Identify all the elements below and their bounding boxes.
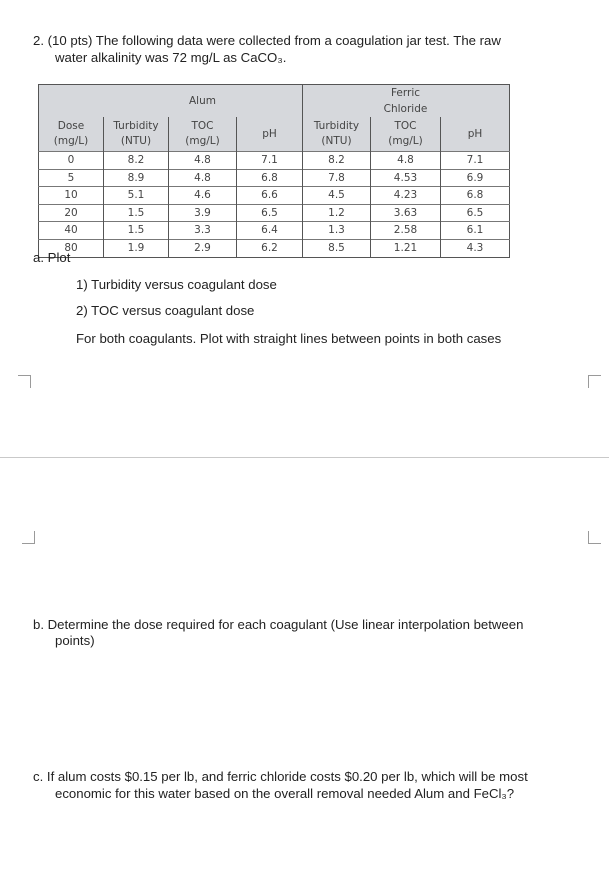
crop-mark-top-right — [588, 375, 601, 388]
cell-dose: 0 — [39, 152, 104, 170]
cell-alum-ph: 6.6 — [237, 187, 303, 205]
header-line1: TOC — [191, 120, 214, 132]
crop-mark-bottom-left — [22, 531, 35, 544]
blank-cell — [441, 85, 510, 118]
question-header-cont: water alkalinity was 72 mg/L as CaCO₃. — [55, 50, 287, 65]
cell-alum-ph: 6.4 — [237, 222, 303, 240]
crop-mark-top-left — [18, 375, 31, 388]
group-alum-label: Alum — [169, 85, 237, 118]
jar-test-table — [38, 84, 510, 258]
blank-cell — [237, 85, 303, 118]
cell-fc-toc: 2.58 — [371, 222, 441, 240]
group-ferric-label: Ferric Chloride — [371, 85, 441, 118]
cell-alum-turbidity: 5.1 — [104, 187, 169, 205]
cell-fc-turbidity: 8.5 — [303, 239, 371, 257]
cell-fc-toc: 1.21 — [371, 239, 441, 257]
header-alum-toc — [169, 117, 237, 152]
cell-alum-toc: 2.9 — [169, 239, 237, 257]
cell-alum-turbidity: 1.5 — [104, 204, 169, 222]
cell-dose: 80 — [39, 239, 104, 257]
question-header: 2. (10 pts) The following data were collected from a coagulation jar test. The raw — [33, 33, 501, 48]
cell-fc-turbidity: 1.2 — [303, 204, 371, 222]
cell-fc-ph: 6.8 — [441, 187, 510, 205]
cell-alum-ph: 6.8 — [237, 169, 303, 187]
header-dose-line2: (mg/L) — [53, 135, 89, 147]
cell-fc-toc: 4.23 — [371, 187, 441, 205]
part-a-item-1: 1) Turbidity versus coagulant dose — [76, 277, 277, 292]
table-row — [39, 222, 510, 240]
cell-fc-toc: 4.53 — [371, 169, 441, 187]
cell-dose: 40 — [39, 222, 104, 240]
table-row — [39, 169, 510, 187]
cell-fc-toc: 4.8 — [371, 152, 441, 170]
blank-cell — [303, 85, 371, 118]
cell-alum-toc: 3.9 — [169, 204, 237, 222]
cell-alum-turbidity: 8.9 — [104, 169, 169, 187]
header-fc-toc — [371, 117, 441, 152]
cell-fc-turbidity: 8.2 — [303, 152, 371, 170]
cell-alum-turbidity: 1.9 — [104, 239, 169, 257]
header-fc-ph: pH — [441, 117, 510, 152]
part-b-question-cont: points) — [55, 633, 95, 648]
cell-alum-ph: 7.1 — [237, 152, 303, 170]
cell-alum-toc: 4.6 — [169, 187, 237, 205]
cell-fc-toc: 3.63 — [371, 204, 441, 222]
table-row — [39, 187, 510, 205]
part-c-question-cont: economic for this water based on the overall removal needed Alum and FeCl₃? — [55, 786, 515, 801]
page-divider — [0, 457, 609, 458]
cell-alum-ph: 6.2 — [237, 239, 303, 257]
cell-fc-ph: 6.9 — [441, 169, 510, 187]
table-row — [39, 152, 510, 170]
part-a-note: For both coagulants. Plot with straight lines between points in both cases — [76, 331, 502, 346]
header-dose — [39, 117, 104, 152]
header-line1: Turbidity — [313, 120, 360, 132]
crop-mark-bottom-right — [588, 531, 601, 544]
cell-alum-turbidity: 8.2 — [104, 152, 169, 170]
header-alum-ph: pH — [237, 117, 303, 152]
cell-dose: 5 — [39, 169, 104, 187]
header-line1: Turbidity — [113, 120, 159, 132]
cell-fc-turbidity: 1.3 — [303, 222, 371, 240]
table-row — [39, 239, 510, 257]
part-c-question: c. If alum costs $0.15 per lb, and ferric chloride costs $0.20 per lb, which will be most — [33, 769, 528, 784]
cell-alum-toc: 4.8 — [169, 169, 237, 187]
cell-fc-ph: 7.1 — [441, 152, 510, 170]
part-b-question: b. Determine the dose required for each coagulant (Use linear interpolation between — [33, 617, 524, 632]
cell-fc-ph: 4.3 — [441, 239, 510, 257]
cell-alum-toc: 4.8 — [169, 152, 237, 170]
header-line2: (mg/L) — [185, 135, 220, 147]
table-row — [39, 204, 510, 222]
part-a-item-2: 2) TOC versus coagulant dose — [76, 303, 255, 318]
cell-fc-ph: 6.5 — [441, 204, 510, 222]
header-line1: TOC — [394, 120, 417, 132]
cell-alum-ph: 6.5 — [237, 204, 303, 222]
cell-fc-turbidity: 7.8 — [303, 169, 371, 187]
cell-dose: 20 — [39, 204, 104, 222]
blank-cell — [39, 85, 104, 118]
header-dose-line1: Dose — [57, 120, 85, 132]
header-line2: (NTU) — [120, 135, 152, 147]
header-line2: (NTU) — [321, 135, 352, 147]
cell-alum-toc: 3.3 — [169, 222, 237, 240]
part-a-label: a. Plot — [33, 250, 71, 265]
cell-fc-turbidity: 4.5 — [303, 187, 371, 205]
cell-dose: 10 — [39, 187, 104, 205]
header-alum-turbidity — [104, 117, 169, 152]
header-line2: (mg/L) — [388, 135, 423, 147]
blank-cell — [104, 85, 169, 118]
cell-alum-turbidity: 1.5 — [104, 222, 169, 240]
header-fc-turbidity — [303, 117, 371, 152]
cell-fc-ph: 6.1 — [441, 222, 510, 240]
